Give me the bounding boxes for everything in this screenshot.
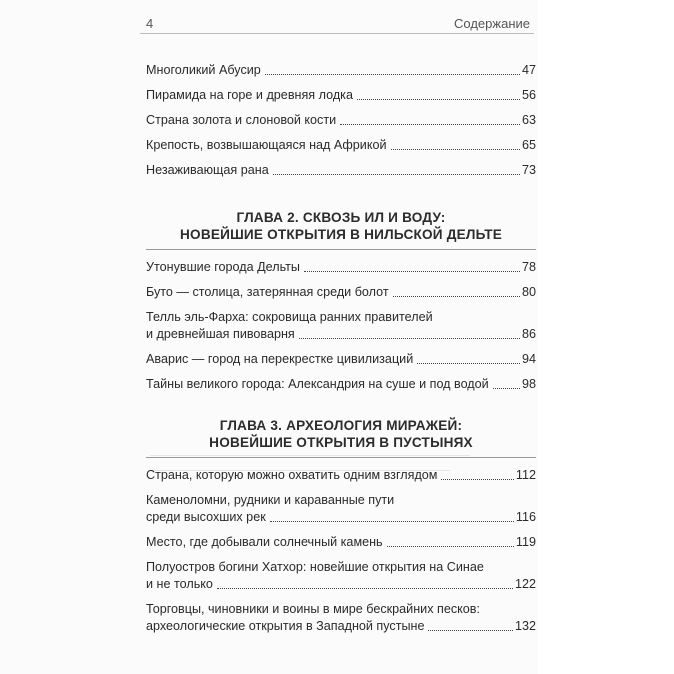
toc-entry[interactable] <box>146 376 536 393</box>
entry-page: 47 <box>521 63 536 77</box>
page-margin <box>538 0 674 674</box>
chapter-3 <box>146 417 536 635</box>
dot-leader <box>393 296 520 297</box>
toc-entry[interactable] <box>146 137 536 154</box>
entry-title: археологические открытия в Западной пустыне <box>146 619 425 633</box>
entry-page: 98 <box>521 377 536 391</box>
dot-leader <box>304 271 520 272</box>
toc-entry[interactable] <box>146 62 536 79</box>
entry-page: 119 <box>515 535 536 549</box>
chapter-heading-line: НОВЕЙШИЕ ОТКРЫТИЯ В ПУСТЫНЯХ <box>209 435 473 450</box>
entry-title: Аварис — город на перекрестке цивилизаций <box>146 352 414 366</box>
toc-entry[interactable] <box>146 467 536 484</box>
entry-page: 65 <box>521 138 536 152</box>
running-title: Содержание <box>454 16 530 31</box>
toc-entry[interactable] <box>146 492 536 526</box>
toc-entry[interactable] <box>146 112 536 129</box>
toc-entry[interactable] <box>146 162 536 179</box>
toc-entry[interactable] <box>146 309 536 343</box>
running-header <box>140 14 534 40</box>
entry-title: и древнейшая пивоварня <box>146 327 295 341</box>
toc-entry[interactable] <box>146 259 536 276</box>
dot-leader <box>493 388 520 389</box>
entry-title-line: Полуостров богини Хатхор: новейшие открытия на Синае <box>146 560 484 574</box>
entry-title: и не только <box>146 577 213 591</box>
entry-page: 80 <box>521 285 536 299</box>
entry-page: 73 <box>521 163 536 177</box>
dot-leader <box>217 588 513 589</box>
table-of-contents <box>146 62 536 643</box>
toc-entry[interactable] <box>146 601 536 635</box>
entry-title: Тайны великого города: Александрия на суше и под водой <box>146 377 489 391</box>
entry-title-line: Каменоломни, рудники и караванные пути <box>146 493 395 507</box>
chapter-heading[interactable] <box>146 209 536 243</box>
entry-page: 86 <box>521 327 536 341</box>
chapter-heading-line: ГЛАВА 3. АРХЕОЛОГИЯ МИРАЖЕЙ: <box>219 418 463 433</box>
dot-leader <box>273 174 520 175</box>
entry-title: Пирамида на горе и древняя лодка <box>146 88 353 102</box>
toc-entry[interactable] <box>146 87 536 104</box>
chapter-heading-line: ГЛАВА 2. СКВОЗЬ ИЛ И ВОДУ: <box>236 210 446 225</box>
entry-page: 56 <box>521 88 536 102</box>
entry-page: 122 <box>514 577 536 591</box>
dot-leader <box>270 521 514 522</box>
dot-leader <box>391 149 520 150</box>
entry-page: 94 <box>521 352 536 366</box>
entry-page: 132 <box>514 619 536 633</box>
dot-leader <box>441 479 513 480</box>
entry-title: Многоликий Абусир <box>146 63 261 77</box>
toc-entry[interactable] <box>146 351 536 368</box>
toc-section-continued <box>146 62 536 179</box>
entry-title: среди высохших рек <box>146 510 266 524</box>
entry-page: 112 <box>515 468 536 482</box>
entry-page: 63 <box>521 113 536 127</box>
entry-title-line: Торговцы, чиновники и воины в мире бескрайних песков: <box>146 602 480 616</box>
dot-leader <box>357 99 520 100</box>
dot-leader <box>387 546 514 547</box>
chapter-heading[interactable] <box>146 417 536 451</box>
entry-title: Страна золота и слоновой кости <box>146 113 337 127</box>
entry-title: Незаживающая рана <box>146 163 269 177</box>
dot-leader <box>299 338 520 339</box>
dot-leader <box>428 630 513 631</box>
chapter-heading-line: НОВЕЙШИЕ ОТКРЫТИЯ В НИЛЬСКОЙ ДЕЛЬТЕ <box>180 227 502 242</box>
dot-leader <box>340 124 520 125</box>
entry-page: 78 <box>521 260 536 274</box>
chapter-2 <box>146 209 536 393</box>
entry-title-line: Телль эль-Фарха: сокровища ранних правителей <box>146 310 433 324</box>
entry-title: Буто — столица, затерянная среди болот <box>146 285 389 299</box>
entry-title: Утонувшие города Дельты <box>146 260 300 274</box>
header-rule <box>140 33 534 34</box>
entry-title: Страна, которую можно охватить одним взглядом <box>146 468 438 482</box>
page-number: 4 <box>146 16 154 31</box>
toc-entry[interactable] <box>146 284 536 301</box>
toc-entry[interactable] <box>146 534 536 551</box>
toc-entry[interactable] <box>146 559 536 593</box>
dot-leader <box>417 363 520 364</box>
chapter-rule <box>146 249 536 250</box>
dot-leader <box>265 74 520 75</box>
chapter-rule <box>146 457 536 458</box>
entry-title: Место, где добывали солнечный камень <box>146 535 383 549</box>
entry-title: Крепость, возвышающаяся над Африкой <box>146 138 387 152</box>
entry-page: 116 <box>515 510 536 524</box>
